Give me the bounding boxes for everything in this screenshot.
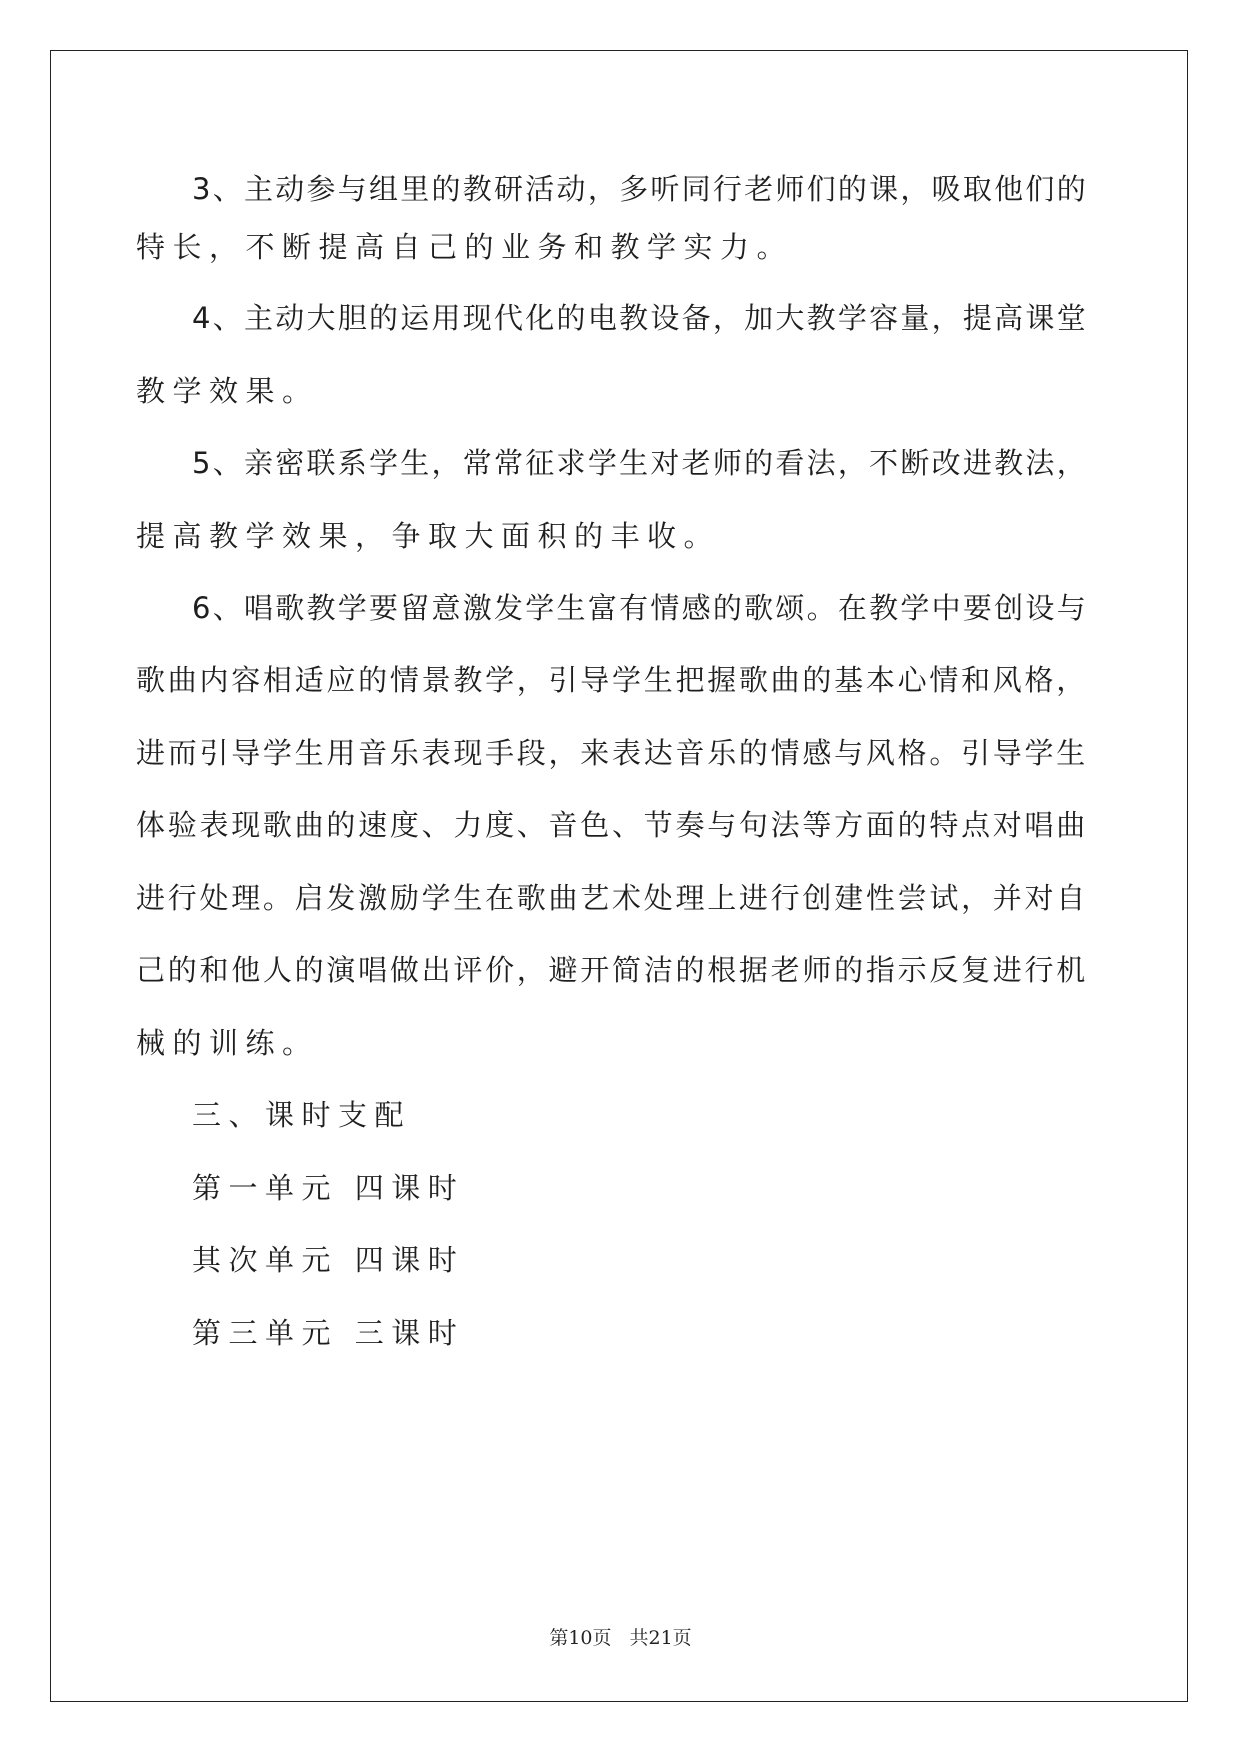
section-heading-schedule: 三、课时支配 [192, 1098, 412, 1132]
paragraph-6-line-6: 己的和他人的演唱做出评价，避开简洁的根据老师的指示反复进行机 [136, 953, 1089, 987]
paragraph-6-line-7: 械的训练。 [136, 1026, 319, 1060]
paragraph-6-line-1: 6、唱歌教学要留意激发学生富有情感的歌颂。在教学中要创设与 [192, 591, 1088, 625]
paragraph-3-line-2: 特长，不断提高自己的业务和教学实力。 [136, 230, 794, 264]
paragraph-5-line-2: 提高教学效果，争取大面积的丰收。 [136, 519, 721, 553]
paragraph-6-line-2: 歌曲内容相适应的情景教学，引导学生把握歌曲的基本心情和风格， [136, 663, 1089, 697]
paragraph-6-line-3: 进而引导学生用音乐表现手段，来表达音乐的情感与风格。引导学生 [136, 736, 1089, 770]
page-footer [0, 1623, 1241, 1650]
paragraph-6-line-5: 进行处理。启发激励学生在歌曲艺术处理上进行创建性尝试，并对自 [136, 881, 1089, 915]
schedule-unit-3: 第三单元 三课时 [192, 1316, 465, 1350]
schedule-unit-2: 其次单元 四课时 [192, 1243, 465, 1277]
paragraph-3-line-1: 3、主动参与组里的教研活动，多听同行老师们的课，吸取他们的 [192, 172, 1088, 206]
schedule-unit-1: 第一单元 四课时 [192, 1171, 465, 1205]
paragraph-4-line-1: 4、主动大胆的运用现代化的电教设备，加大教学容量，提高课堂 [192, 301, 1088, 335]
paragraph-5-line-1: 5、亲密联系学生，常常征求学生对老师的看法，不断改进教法， [192, 446, 1088, 480]
paragraph-4-line-2: 教学效果。 [136, 374, 319, 408]
page-total: 共21页 [629, 1627, 692, 1649]
page-number: 第10页 [549, 1627, 612, 1649]
paragraph-6-line-4: 体验表现歌曲的速度、力度、音色、节奏与句法等方面的特点对唱曲 [136, 808, 1089, 842]
